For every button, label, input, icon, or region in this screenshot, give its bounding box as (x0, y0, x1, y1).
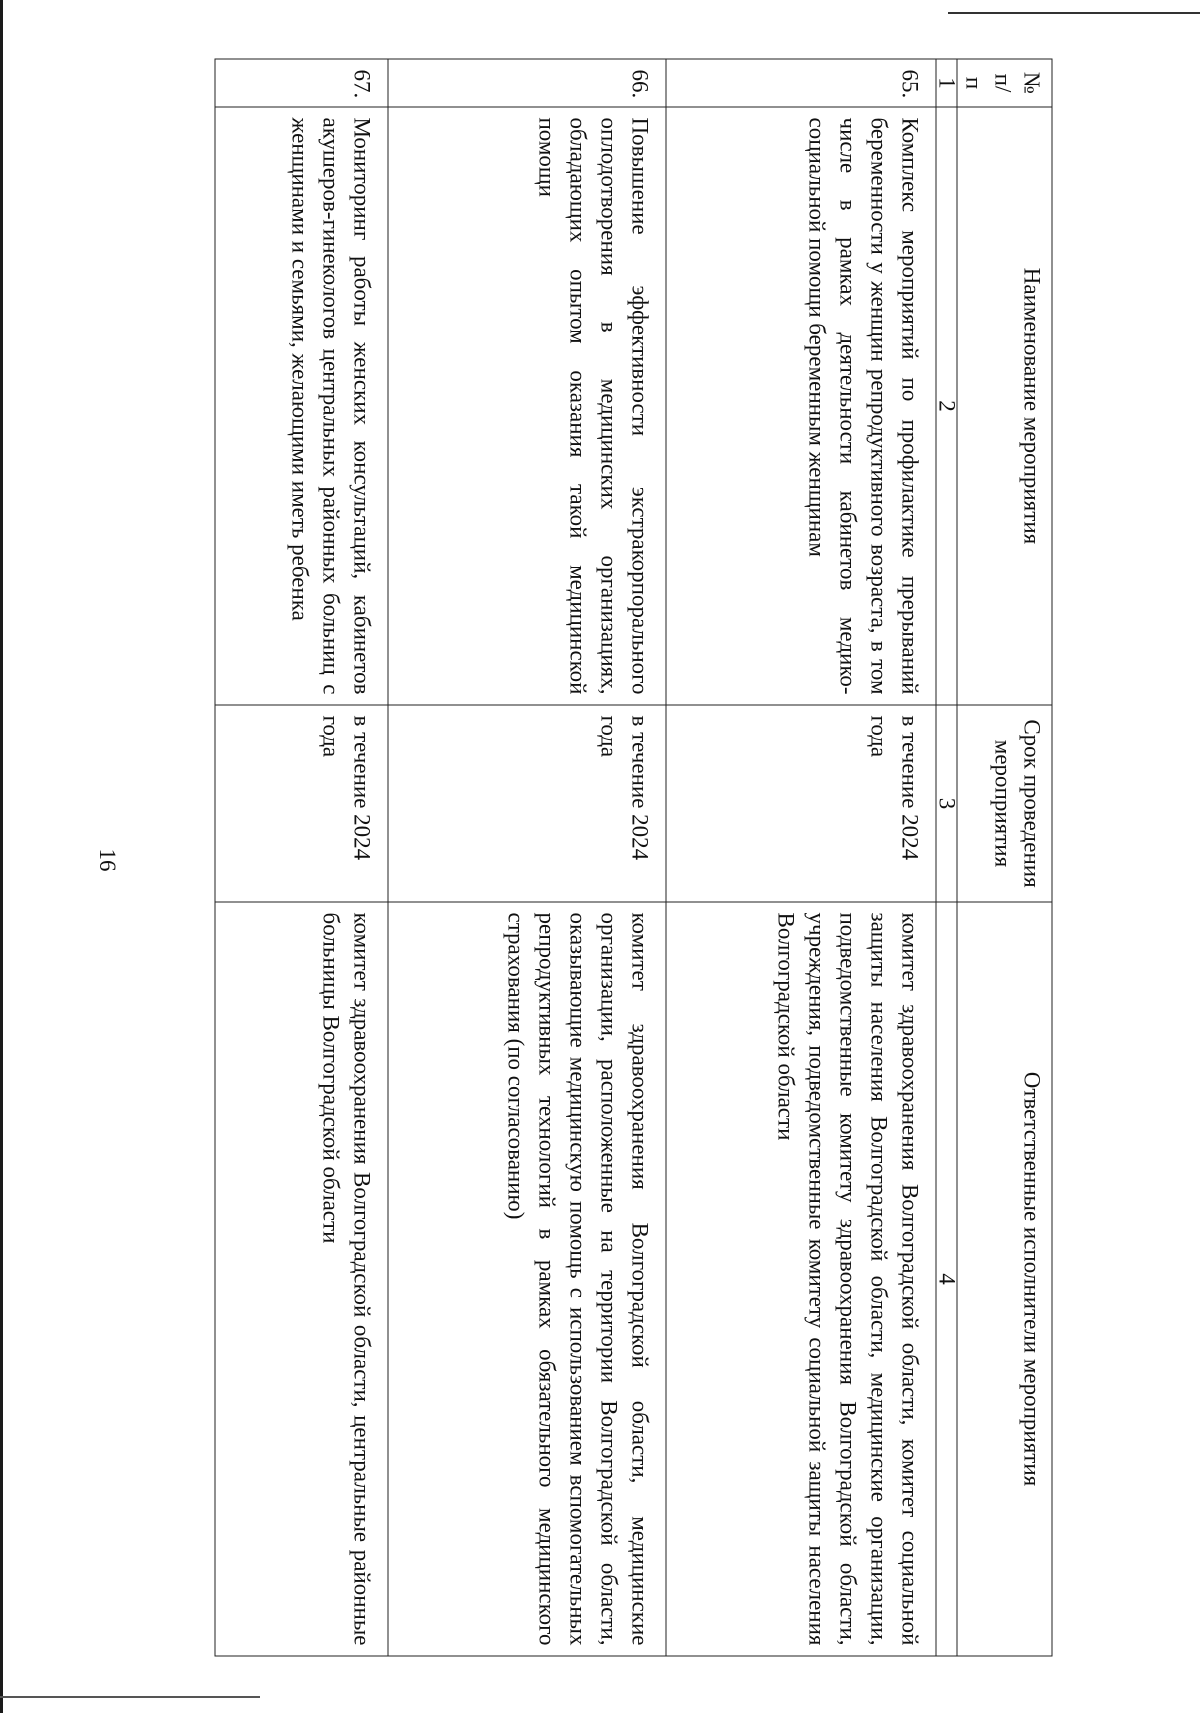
scan-edge (0, 0, 3, 1713)
column-number: 2 (936, 107, 957, 705)
page-number: 16 (95, 848, 120, 872)
activities-table (215, 59, 1053, 1657)
table-row (666, 59, 936, 1656)
activity-name: Комплекс мероприятий по профилактике прерываний беременности у женщин репродуктивного возраста, в том числе в рамках деятельности кабинетов медико-социальной помощи беременным женщинам (666, 107, 936, 705)
row-number: 66. (388, 59, 666, 107)
header-responsible: Ответственные исполнители мероприятия (957, 902, 1052, 1656)
header-activity-name: Наименование мероприятия (957, 107, 1052, 705)
activity-name: Мониторинг работы женских консультаций, кабинетов акушеров-гинекологов центральных районных больниц с женщинами и семьями, желающими иметь ребенка (215, 107, 388, 705)
table-row (388, 59, 666, 1656)
column-number: 3 (936, 705, 957, 902)
activity-responsible: комитет здравоохранения Волгоградской области, комитет социальной защиты населения Волгоградской области, медицинские организации, подведомственные комитету здравоохранения Волгоградской области, учреждения, подведомственные комитету социальной защиты населения Волгоградской области (666, 902, 936, 1656)
activity-term: в течение 2024 года (666, 705, 936, 902)
table-row (215, 59, 388, 1656)
scan-mark (0, 1696, 260, 1698)
row-number: 65. (666, 59, 936, 107)
activity-responsible: комитет здравоохранения Волгоградской области, центральные районные больницы Волгоградской области (215, 902, 388, 1656)
header-number: № п/п (957, 59, 1052, 107)
row-number: 67. (215, 59, 388, 107)
table-frame (53, 59, 1053, 1656)
column-number-row (936, 59, 957, 1656)
activity-name: Повышение эффективности экстракорпорального оплодотворения в медицинских организациях, обладающих опытом оказания такой медицинской помощи (388, 107, 666, 705)
activity-term: в течение 2024 года (388, 705, 666, 902)
activity-term: в течение 2024 года (215, 705, 388, 902)
scan-mark (948, 12, 1200, 14)
header-term: Срок проведения мероприятия (957, 705, 1052, 902)
column-number: 1 (936, 59, 957, 107)
table-header-row (957, 59, 1052, 1656)
column-number: 4 (936, 902, 957, 1656)
activity-responsible: комитет здравоохранения Волгоградской области, медицинские организации, расположенные на территории Волгоградской области, оказывающие медицинскую помощь с использованием вспомогательных репродуктивных технологий в рамках обязательного медицинского страхования (по согласованию) (388, 902, 666, 1656)
